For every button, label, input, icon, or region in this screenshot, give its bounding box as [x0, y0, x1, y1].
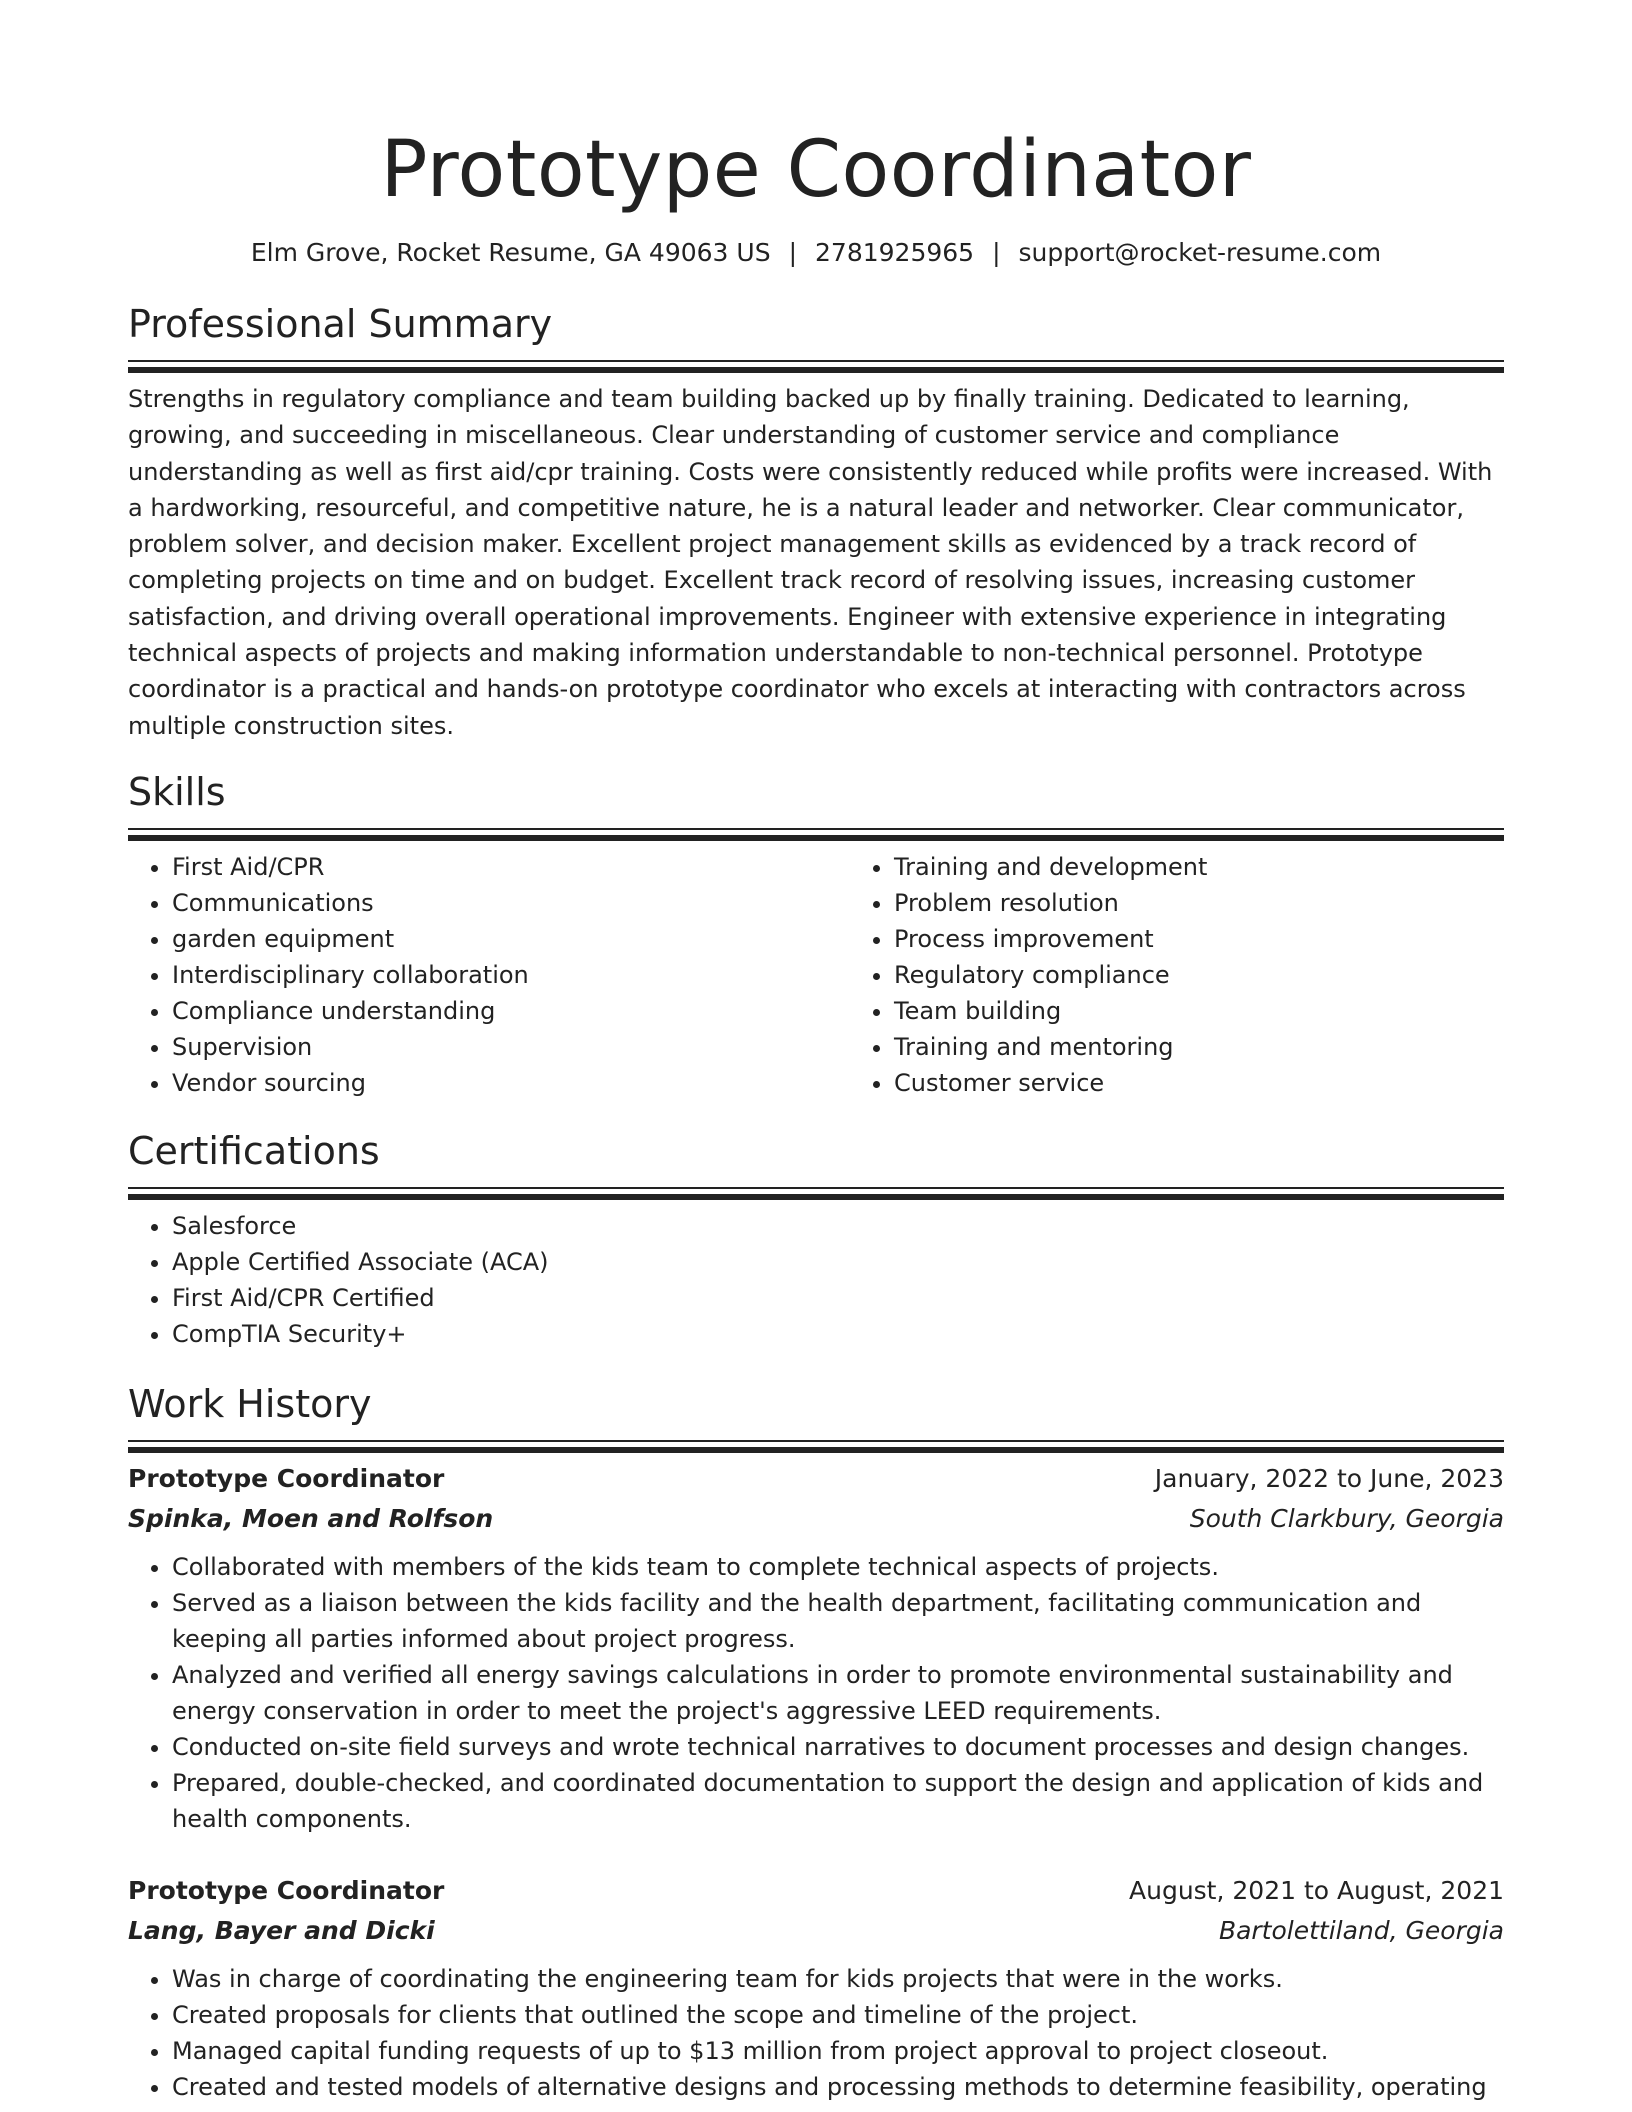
skill-item: • Training and mentoring	[894, 1029, 1572, 1065]
section-title-certifications: Certifications	[128, 1128, 380, 1173]
certifications-list	[128, 1208, 1504, 1352]
job-bullet: • Analyzed and verified all energy savings calculations in order to promote environmental sustainability and energy conservation in order to meet the project's aggressive LEED requirements.	[172, 1657, 1504, 1729]
certifications-section	[128, 1127, 1504, 1352]
job-bullets	[128, 1549, 1504, 1837]
contact-address: Elm Grove, Rocket Resume, GA 49063 US	[250, 238, 771, 267]
skills-columns	[128, 849, 1504, 1101]
job-title: Prototype Coordinator	[128, 1463, 445, 1493]
job-subheader	[128, 1911, 1504, 1951]
job-bullet: • Prepared, double-checked, and coordinated documentation to support the design and application of kids and health components.	[172, 1765, 1504, 1837]
skill-item: • Compliance understanding	[172, 993, 850, 1029]
job-bullet: • Created proposals for clients that outlined the scope and timeline of the project.	[172, 1997, 1504, 2033]
skill-item: • Team building	[894, 993, 1572, 1029]
job-location: Bartolettiland, Georgia	[1218, 1915, 1504, 1945]
skill-item: • First Aid/CPR	[172, 849, 850, 885]
section-title-work-history: Work History	[128, 1381, 372, 1426]
job-company: Lang, Bayer and Dicki	[128, 1915, 435, 1945]
work-history-section	[128, 1380, 1504, 2105]
skill-item: • Training and development	[894, 849, 1572, 885]
contact-email: support@rocket-resume.com	[1018, 238, 1382, 267]
job-header	[128, 1459, 1504, 1499]
skills-section	[128, 768, 1504, 1101]
resume-name: Prototype Coordinator	[380, 125, 1252, 215]
skill-item: • Communications	[172, 885, 850, 921]
job-location: South Clarkbury, Georgia	[1189, 1503, 1504, 1533]
skills-list-right	[850, 849, 1572, 1101]
skill-item: • Process improvement	[894, 921, 1572, 957]
job-entry	[128, 1871, 1504, 2105]
job-title: Prototype Coordinator	[128, 1875, 445, 1905]
skill-item: • Supervision	[172, 1029, 850, 1065]
job-bullet: • Created and tested models of alternative designs and processing methods to determine feasibility, operating	[172, 2069, 1504, 2105]
certification-item: • Salesforce	[172, 1208, 1504, 1244]
contact-separator: |	[992, 238, 1001, 267]
skill-item: • garden equipment	[172, 921, 850, 957]
skill-item: • Regulatory compliance	[894, 957, 1572, 993]
job-bullet: • Managed capital funding requests of up to $13 million from project approval to project closeout.	[172, 2033, 1504, 2069]
certification-item: • First Aid/CPR Certified	[172, 1280, 1504, 1316]
job-bullet: • Served as a liaison between the kids facility and the health department, facilitating communication and keeping all parties informed about project progress.	[172, 1585, 1504, 1657]
summary-section	[128, 300, 1504, 744]
section-title-skills: Skills	[128, 769, 226, 814]
contact-separator: |	[788, 238, 798, 267]
job-dates: January, 2022 to June, 2023	[1154, 1463, 1504, 1493]
job-bullet: • Collaborated with members of the kids team to complete technical aspects of projects.	[172, 1549, 1504, 1585]
skill-item: • Vendor sourcing	[172, 1065, 850, 1101]
skill-item: • Problem resolution	[894, 885, 1572, 921]
job-bullet: • Was in charge of coordinating the engineering team for kids projects that were in the works.	[172, 1961, 1504, 1997]
job-entry	[128, 1459, 1504, 1837]
job-subheader	[128, 1499, 1504, 1539]
section-divider	[128, 1440, 1504, 1447]
section-divider	[128, 1187, 1504, 1194]
job-company: Spinka, Moen and Rolfson	[128, 1503, 494, 1533]
resume-page	[128, 0, 1504, 2105]
skill-item: • Customer service	[894, 1065, 1572, 1101]
section-divider	[128, 360, 1504, 367]
certification-item: • Apple Certified Associate (ACA)	[172, 1244, 1504, 1280]
job-bullet: • Conducted on-site field surveys and wrote technical narratives to document processes and design changes.	[172, 1729, 1504, 1765]
skill-item: • Interdisciplinary collaboration	[172, 957, 850, 993]
section-title-summary: Professional Summary	[128, 302, 553, 346]
contact-line	[128, 236, 1504, 270]
contact-phone: 2781925965	[815, 238, 975, 267]
summary-text: Strengths in regulatory compliance and team building backed up by finally training. Dedicated to learning, growing, and succeeding in miscellaneous. Clear understanding of customer service and compliance understanding as well as first aid/cpr training. Costs were consistently reduced while profits were increased. With a hardworking, resourceful, and competitive nature, he is a natural leader and networker. Clear communicator, problem solver, and decision maker. Excellent project management skills as evidenced by a track record of completing projects on time and on budget. Excellent track record of resolving issues, increasing customer satisfaction, and driving overall operational improvements. Engineer with extensive experience in integrating technical aspects of projects and making information understandable to non-technical personnel. Prototype coordinator is a practical and hands-on prototype coordinator who excels at interacting with contractors across multiple construction sites.	[128, 385, 1493, 740]
job-dates: August, 2021 to August, 2021	[1129, 1875, 1504, 1905]
job-header	[128, 1871, 1504, 1911]
job-bullets	[128, 1961, 1504, 2105]
skills-list-left	[128, 849, 850, 1101]
section-divider	[128, 828, 1504, 835]
certification-item: • CompTIA Security+	[172, 1316, 1504, 1352]
